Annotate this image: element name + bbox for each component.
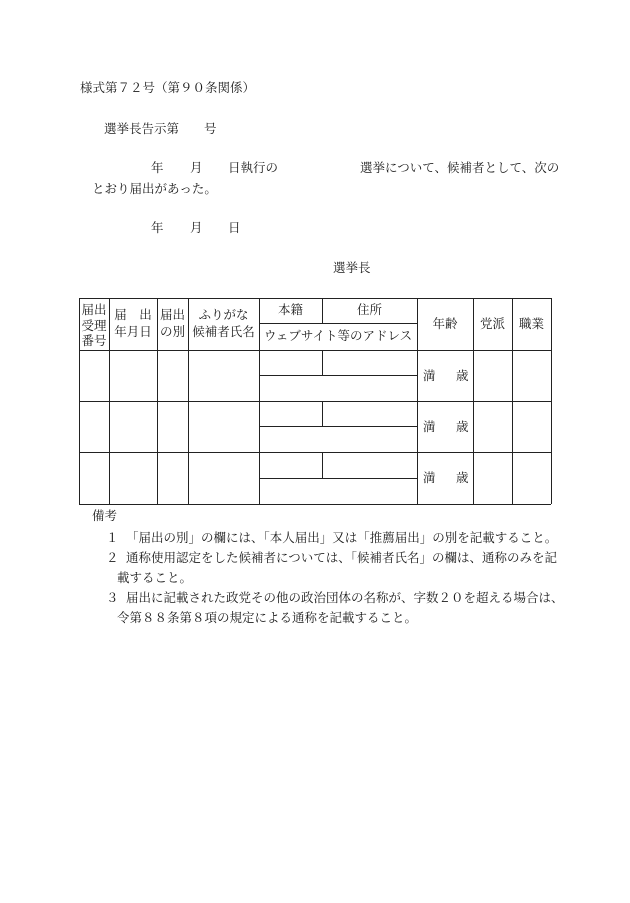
date-month: 月 [190,220,203,235]
header-honseki: 本籍 [277,302,303,318]
header-furigana: ふりがな [198,307,249,323]
header-candidate-name [188,298,259,350]
row2-age-prefix: 満 [423,419,436,434]
header-receipt-number [79,302,109,349]
header-filing-type-line2: の別 [159,324,185,339]
row1-age-suffix: 歳 [456,368,469,383]
remark-2-line1: 通称使用認定をした候補者については、「候補者氏名」の欄は、通称のみを記 [126,550,558,565]
remark-3-line1: 届出に記載された政党その他の政治団体の名称が、字数２０を超える場合は、 [126,590,564,605]
body-line1-end: 選挙について、候補者として、次の [360,160,560,175]
signer: 選挙長 [333,260,371,275]
header-receipt-line2: 受理 [81,317,107,333]
table-border-bottom [79,504,551,505]
row1-age-prefix: 満 [423,368,436,383]
form-number: 様式第７２号（第９０条関係） [80,80,256,95]
remark-1-number: １ [106,530,119,545]
row3-age-prefix: 満 [423,470,436,485]
notice-prefix: 選挙長告示第 [104,121,180,136]
remark-2-number: ２ [106,550,119,565]
header-receipt-line1: 届出 [81,302,107,317]
remarks-title: 備考 [92,508,118,523]
header-filing-date-line2: 年月日 [114,324,152,339]
header-filing-date [109,298,157,350]
header-candidate-name-label: 候補者氏名 [192,324,255,339]
row1-honseki-address-divider [322,350,323,375]
header-occupation: 職業 [518,315,544,331]
remark-3-number: ３ [106,590,119,605]
row3-age-suffix: 歳 [456,470,469,485]
row2-split [259,426,417,427]
body-year: 年 [151,160,164,175]
table-border-right [551,298,552,504]
header-age: 年齢 [432,315,458,331]
body-month: 月 [190,160,203,175]
date-year: 年 [151,220,164,235]
header-address: 住所 [356,302,382,318]
header-filing-type-line1: 届出 [159,307,185,323]
row3-honseki-address-divider [322,452,323,478]
header-filing-type [157,298,188,350]
remark-1-line1: 「届出の別」の欄には、「本人届出」又は「推薦届出」の別を記載すること。 [126,530,558,545]
remark-3-line2: 令第８８条第８項の規定による通称を記載すること。 [117,610,418,625]
row3-split [259,478,417,479]
row2-honseki-address-divider [322,401,323,426]
body-day-exec: 日執行の [228,160,279,175]
header-filing-date-line1: 届 出 [114,307,152,323]
header-party: 党派 [479,315,505,331]
header-receipt-line3: 番号 [81,333,107,349]
header-website: ウェブサイト等のアドレス [263,328,413,344]
remark-2-line2: 載すること。 [117,570,193,585]
row2-age-suffix: 歳 [456,419,469,434]
row2-bottom [79,452,551,453]
table-header-bottom [79,350,551,351]
notice-suffix: 号 [204,121,217,136]
row1-bottom [79,401,551,402]
row1-split [259,375,417,376]
date-day: 日 [228,220,241,235]
body-line2: とおり届出があった。 [92,181,217,196]
